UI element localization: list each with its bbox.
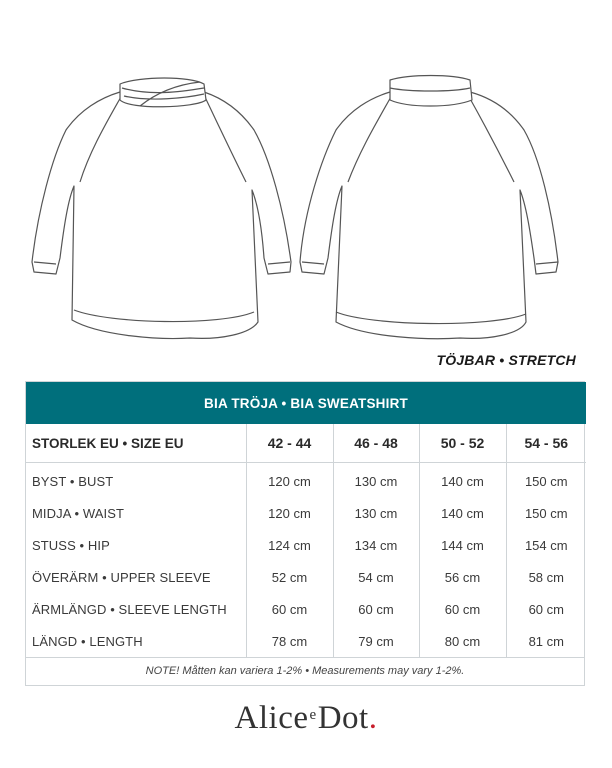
table-cell: 124 cm: [246, 529, 333, 561]
table-row: [26, 593, 586, 625]
table-title: BIA TRÖJA • BIA SWEATSHIRT: [26, 382, 586, 424]
table-cell: 54 cm: [333, 561, 419, 593]
garment-sketch: [0, 0, 612, 350]
back-view-sketch: [300, 76, 558, 339]
table-cell: 130 cm: [333, 463, 419, 498]
table-cell: 81 cm: [506, 625, 586, 657]
logo-text-dot: Dot: [317, 700, 369, 736]
table-cell: 56 cm: [419, 561, 506, 593]
size-column-header: 50 - 52: [419, 424, 506, 463]
table-cell: 140 cm: [419, 463, 506, 498]
table-row: [26, 497, 586, 529]
table-cell: 79 cm: [333, 625, 419, 657]
table-cell: 120 cm: [246, 497, 333, 529]
row-label: STUSS • HIP: [32, 537, 110, 553]
table-cell: 134 cm: [333, 529, 419, 561]
table-cell: 60 cm: [246, 593, 333, 625]
row-label: BYST • BUST: [32, 473, 114, 489]
table-cell: 144 cm: [419, 529, 506, 561]
table-row: [26, 625, 586, 657]
size-column-header: 42 - 44: [246, 424, 333, 463]
size-header-label: STORLEK EU • SIZE EU: [26, 424, 246, 463]
table-cell: 130 cm: [333, 497, 419, 529]
brand-logo: [0, 700, 612, 737]
row-label: MIDJA • WAIST: [32, 505, 125, 521]
table-cell: 52 cm: [246, 561, 333, 593]
front-view-sketch: [32, 78, 291, 338]
table-cell: 150 cm: [506, 463, 586, 498]
logo-text-e: e: [309, 707, 317, 723]
table-cell: 120 cm: [246, 463, 333, 498]
logo-text-alice: Alice: [234, 700, 309, 736]
table-cell: 78 cm: [246, 625, 333, 657]
table-row: [26, 463, 586, 498]
size-chart-table: [25, 381, 585, 686]
size-column-header: 46 - 48: [333, 424, 419, 463]
table-cell: 150 cm: [506, 497, 586, 529]
table-cell: 58 cm: [506, 561, 586, 593]
table-cell: 154 cm: [506, 529, 586, 561]
measurement-note: NOTE! Måtten kan variera 1-2% • Measurements may vary 1-2%.: [26, 657, 584, 685]
logo-red-dot: .: [368, 700, 378, 736]
row-label: LÄNGD • LENGTH: [32, 633, 143, 649]
table-cell: 60 cm: [333, 593, 419, 625]
table-cell: 140 cm: [419, 497, 506, 529]
table-cell: 60 cm: [506, 593, 586, 625]
table-cell: 60 cm: [419, 593, 506, 625]
table-row: [26, 561, 586, 593]
size-column-header: 54 - 56: [506, 424, 586, 463]
stretch-label: TÖJBAR • STRETCH: [436, 352, 576, 368]
row-label: ÄRMLÄNGD • SLEEVE LENGTH: [32, 601, 227, 617]
row-label: ÖVERÄRM • UPPER SLEEVE: [32, 569, 211, 585]
table-cell: 80 cm: [419, 625, 506, 657]
table-row: [26, 529, 586, 561]
